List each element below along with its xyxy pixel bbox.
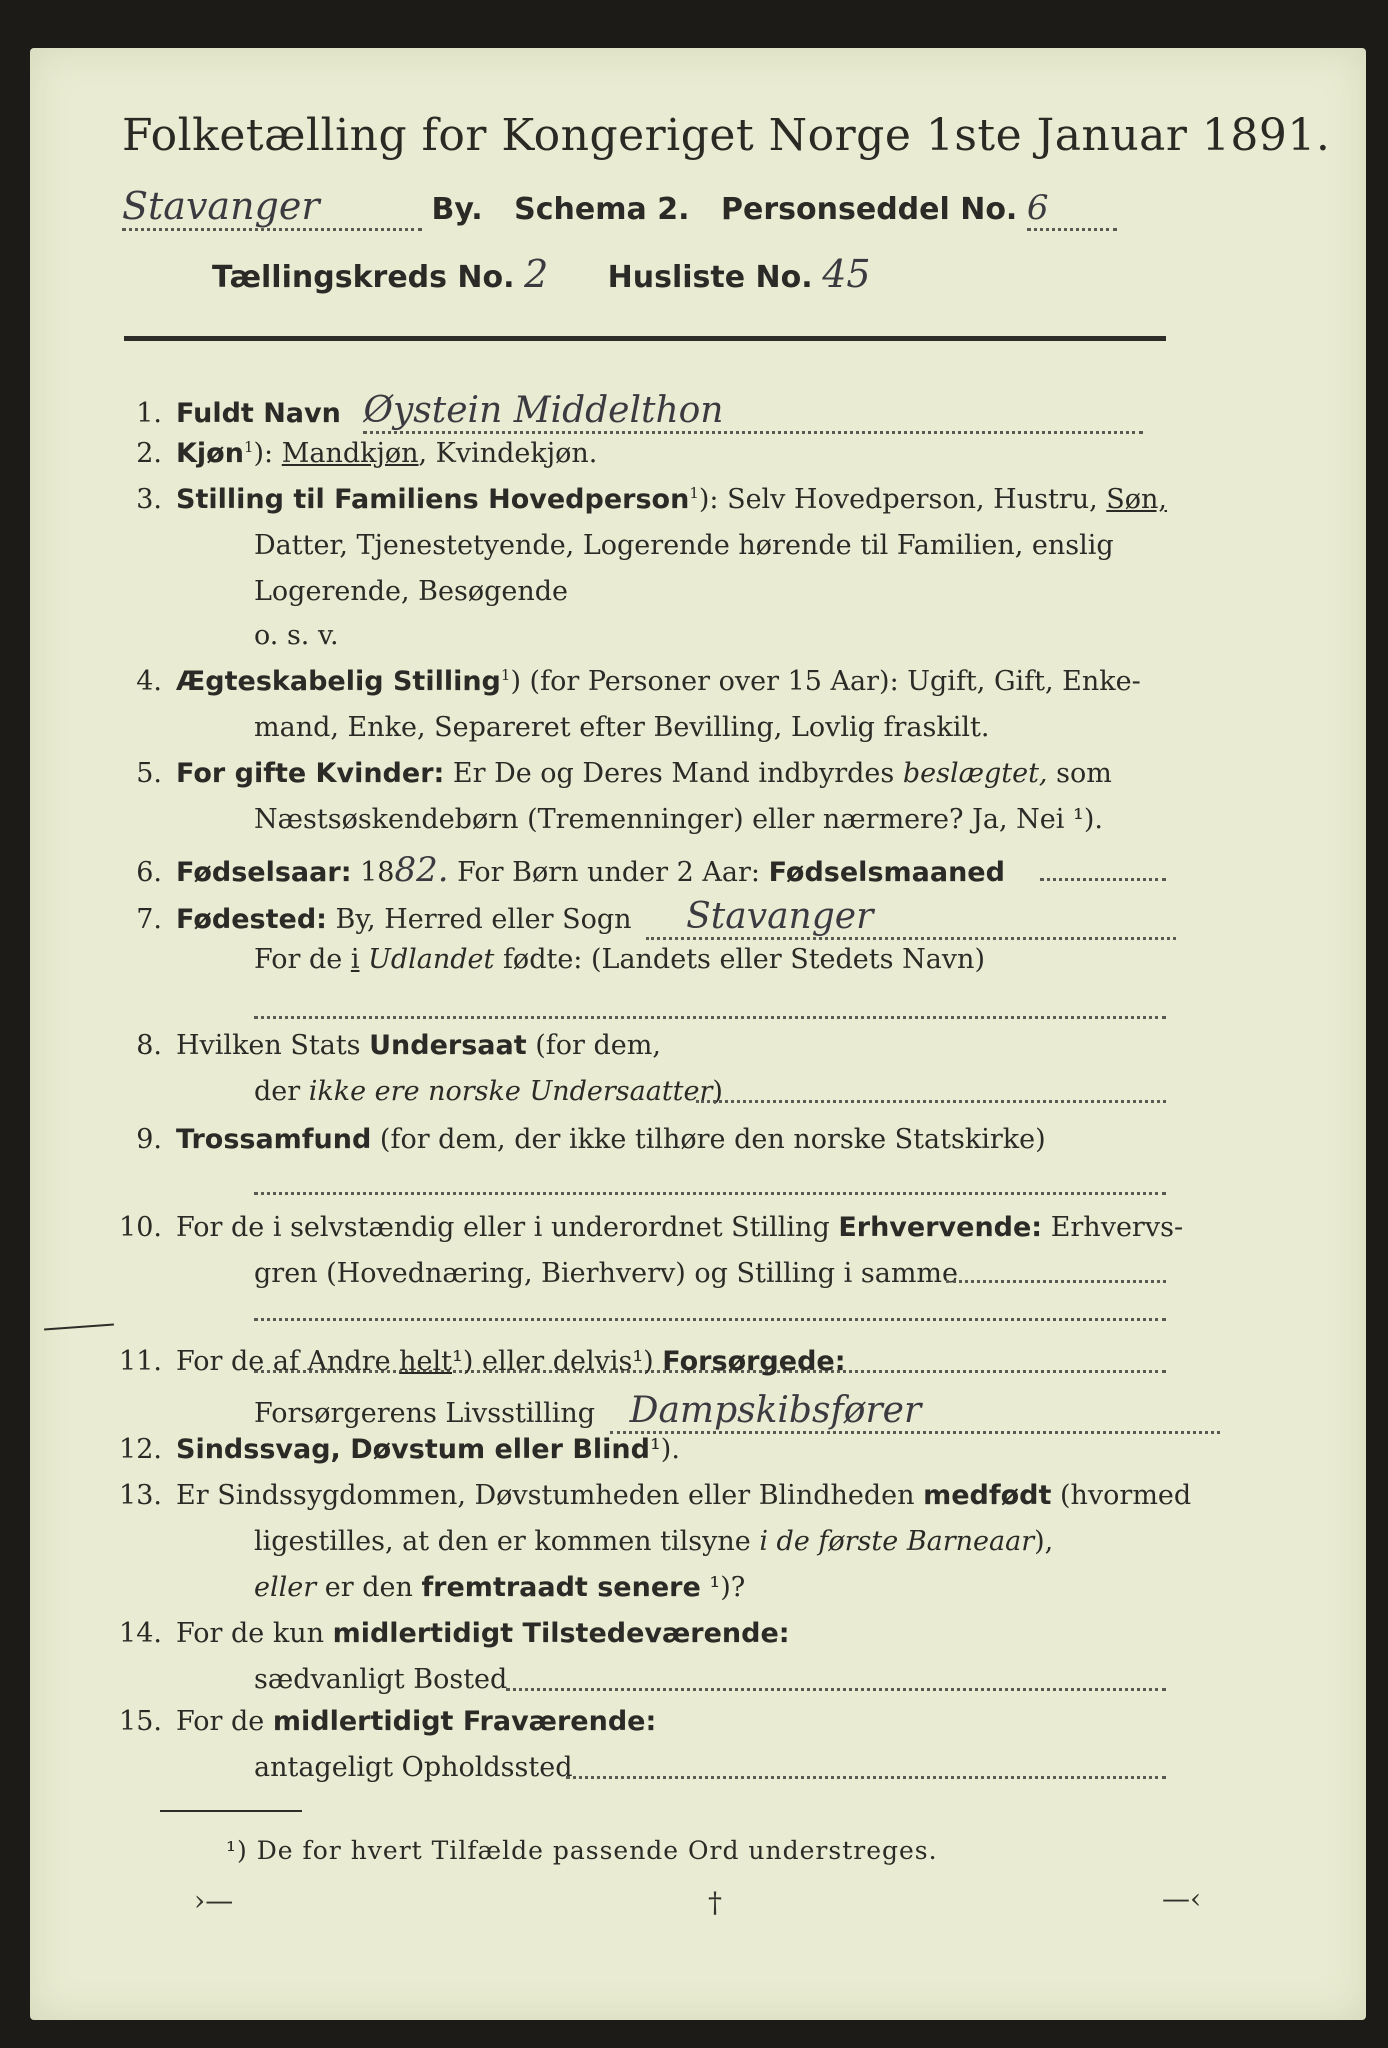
item-5-line-1 bbox=[92, 758, 1112, 789]
item-3-line-4: o. s. v. bbox=[254, 620, 339, 651]
religion-label: Trossamfund bbox=[176, 1124, 372, 1155]
city-handwritten: Stavanger bbox=[122, 184, 422, 231]
disability-line3-end: ¹)? bbox=[700, 1572, 746, 1603]
header-divider bbox=[124, 336, 1166, 341]
family-position-selected: Søn, bbox=[1106, 484, 1168, 515]
item-7-number: 7. bbox=[136, 904, 162, 935]
married-women-question-end: som bbox=[1047, 758, 1112, 789]
sex-option-male: Mandkjøn bbox=[281, 438, 419, 469]
husliste-number: 45 bbox=[822, 252, 871, 296]
religion-hint: (for dem, der ikke tilhøre den norske Statskirke) bbox=[371, 1124, 1046, 1155]
item-4-line-1 bbox=[92, 666, 1141, 697]
birth-year-value: 82. bbox=[394, 850, 449, 890]
usual-residence-field bbox=[506, 1688, 1166, 1691]
item-13-line-1 bbox=[92, 1480, 1191, 1511]
family-position-label: Stilling til Familiens Hovedperson bbox=[176, 484, 690, 515]
citizenship-hint: (for dem, bbox=[526, 1030, 661, 1061]
disability-label: Sindssvag, Døvstum eller Blind bbox=[176, 1434, 650, 1465]
item-9-number: 9. bbox=[136, 1124, 162, 1155]
sex-footnote-ref: 1 bbox=[243, 438, 254, 456]
item-12 bbox=[92, 1434, 680, 1465]
full-name-value: Øystein Middelthon bbox=[363, 390, 1143, 434]
item-14-number: 14. bbox=[119, 1618, 162, 1649]
item-11-line-1 bbox=[92, 1346, 846, 1377]
personseddel-label: Personseddel No. bbox=[721, 192, 1018, 227]
item-15-line-1 bbox=[92, 1706, 656, 1737]
item-6-number: 6. bbox=[136, 857, 162, 888]
birth-month-note: For Børn under 2 Aar: bbox=[448, 857, 769, 888]
item-2 bbox=[92, 438, 597, 469]
citizenship-line2-italic: ikke ere norske Undersaatter bbox=[308, 1076, 713, 1107]
item-13-line-2 bbox=[254, 1526, 1053, 1557]
form-title: Folketælling for Kongeriget Norge 1ste Januar 1891. bbox=[122, 110, 1331, 161]
abroad-i: i bbox=[350, 944, 360, 975]
item-15-line-2 bbox=[254, 1752, 573, 1783]
header-line-2 bbox=[212, 252, 912, 296]
item-11-number: 11. bbox=[119, 1346, 162, 1377]
footnote-text: ¹) De for hvert Tilfælde passende Ord understreges. bbox=[226, 1836, 938, 1865]
religion-field bbox=[254, 1192, 1166, 1195]
occupation-field-1 bbox=[946, 1280, 1166, 1283]
item-13-number: 13. bbox=[119, 1480, 162, 1511]
supported-fully: helt bbox=[399, 1346, 453, 1377]
item-11-line-2 bbox=[254, 1390, 1220, 1434]
temp-absent-label: midlertidigt Fraværende: bbox=[272, 1706, 657, 1737]
item-8-number: 8. bbox=[136, 1030, 162, 1061]
corner-mark-left: ›— bbox=[194, 1884, 234, 1917]
provider-occupation-label: Forsørgerens Livsstilling bbox=[254, 1398, 596, 1429]
marital-status-label: Ægteskabelig Stilling bbox=[176, 666, 501, 697]
item-13-line-3 bbox=[254, 1572, 745, 1603]
abroad-prefix: For de bbox=[254, 944, 351, 975]
birthplace-hint: By, Herred eller Sogn bbox=[326, 904, 632, 935]
item-8-line-1 bbox=[92, 1030, 661, 1061]
item-3-line-2: Datter, Tjenestetyende, Logerende hørende til Familien, enslig bbox=[254, 530, 1114, 561]
item-5-number: 5. bbox=[136, 758, 162, 789]
item-4-number: 4. bbox=[136, 666, 162, 697]
sex-label-rest: ): bbox=[253, 438, 282, 469]
citizenship-field bbox=[696, 1100, 1166, 1103]
occupation-field-2 bbox=[254, 1318, 1166, 1321]
personseddel-number: 6 bbox=[1027, 188, 1117, 231]
occupation-label: Erhvervende: bbox=[838, 1212, 1043, 1243]
family-position-options-1: ): Selv Hovedperson, Hustru, bbox=[698, 484, 1107, 515]
item-14-line-1 bbox=[92, 1618, 790, 1649]
disability-line2-end: ), bbox=[1034, 1526, 1054, 1557]
birthplace-value: Stavanger bbox=[646, 896, 1176, 940]
item-8-line-2 bbox=[254, 1076, 723, 1107]
citizenship-line2-end: ) bbox=[712, 1076, 723, 1107]
disability-line3-mid: er den bbox=[316, 1572, 422, 1603]
temp-present-label: midlertidigt Tilstedeværende: bbox=[332, 1618, 790, 1649]
item-5-line-2: Næstsøskendebørn (Tremenninger) eller nærmere? Ja, Nei ¹). bbox=[254, 804, 1103, 835]
abroad-hint: fødte: (Landets eller Stedets Navn) bbox=[494, 944, 985, 975]
birth-month-label: Fødselsmaaned bbox=[768, 857, 1005, 888]
item-7-line-1 bbox=[92, 896, 1176, 940]
family-position-footnote-ref: 1 bbox=[689, 484, 699, 502]
item-9 bbox=[92, 1124, 1046, 1155]
usual-residence-label: sædvanligt Bosted bbox=[254, 1664, 508, 1695]
appeared-later-label: fremtraadt senere bbox=[421, 1572, 701, 1603]
sex-option-female: , Kvindekjøn. bbox=[418, 438, 598, 469]
provider-occupation-value: Dampskibsfører bbox=[610, 1390, 1220, 1434]
item-7-line-2 bbox=[254, 944, 985, 975]
birth-year-prefix: 18 bbox=[351, 857, 395, 888]
married-women-label: For gifte Kvinder: bbox=[176, 758, 445, 789]
abroad-birthplace-field bbox=[254, 1016, 1166, 1019]
marital-footnote-ref: 1 bbox=[500, 666, 511, 684]
marital-options-1: ) (for Personer over 15 Aar): Ugift, Gift, Enke- bbox=[510, 666, 1141, 697]
full-name-label: Fuldt Navn bbox=[176, 398, 341, 429]
supported-label: Forsørgede: bbox=[662, 1346, 846, 1377]
corner-mark-right: —‹ bbox=[1162, 1882, 1202, 1915]
sex-label: Kjøn bbox=[176, 438, 244, 469]
schema-label: Schema 2. bbox=[514, 192, 690, 227]
item-12-number: 12. bbox=[119, 1434, 162, 1465]
citizenship-label: Undersaat bbox=[369, 1030, 527, 1061]
abroad-word: Udlandet bbox=[359, 944, 495, 975]
congenital-label: medfødt bbox=[923, 1480, 1052, 1511]
item-3-number: 3. bbox=[136, 484, 162, 515]
footnote-divider bbox=[160, 1810, 302, 1812]
item-1-number: 1. bbox=[136, 398, 162, 429]
supported-prefix: For de af Andre bbox=[176, 1346, 400, 1377]
kreds-number: 2 bbox=[524, 252, 549, 296]
item-6 bbox=[92, 850, 1005, 890]
birthplace-label: Fødested: bbox=[176, 904, 327, 935]
disability-footnote-ref: ¹). bbox=[649, 1434, 680, 1465]
disability-question-end: (hvormed bbox=[1051, 1480, 1192, 1511]
supported-mid: ¹) eller delvis¹) bbox=[452, 1346, 663, 1377]
citizenship-line2-prefix: der bbox=[254, 1076, 309, 1107]
disability-question-prefix: Er Sindssygdommen, Døvstumheden eller Blindheden bbox=[176, 1480, 924, 1511]
related-word: beslægtet, bbox=[902, 758, 1048, 789]
or-word: eller bbox=[254, 1572, 317, 1603]
occupation-hint: Erhvervs- bbox=[1042, 1212, 1184, 1243]
item-3-line-1 bbox=[92, 484, 1167, 515]
item-10-number: 10. bbox=[119, 1212, 162, 1243]
married-women-question: Er De og Deres Mand indbyrdes bbox=[444, 758, 903, 789]
item-10-line-2: gren (Hovednæring, Bierhverv) og Stilling i samme bbox=[254, 1258, 959, 1289]
citizenship-prefix: Hvilken Stats bbox=[176, 1030, 370, 1061]
item-14-line-2 bbox=[254, 1664, 507, 1695]
birth-month-field bbox=[1040, 878, 1166, 881]
disability-line2-prefix: ligestilles, at den er kommen tilsyne bbox=[254, 1526, 760, 1557]
item-15-number: 15. bbox=[119, 1706, 162, 1737]
item-1 bbox=[92, 390, 1143, 434]
item-3-line-3: Logerende, Besøgende bbox=[254, 576, 568, 607]
husliste-label: Husliste No. bbox=[607, 260, 813, 295]
temp-present-prefix: For de kun bbox=[176, 1618, 333, 1649]
occupation-prefix: For de i selvstændig eller i underordnet Stilling bbox=[176, 1212, 839, 1243]
header-line-1 bbox=[122, 184, 1117, 231]
center-mark: † bbox=[708, 1886, 722, 1919]
temp-absent-prefix: For de bbox=[176, 1706, 273, 1737]
kreds-label: Tællingskreds No. bbox=[212, 260, 515, 295]
first-childhood-years: i de første Barneaar bbox=[759, 1526, 1035, 1557]
item-2-number: 2. bbox=[136, 438, 162, 469]
probable-residence-field bbox=[566, 1776, 1166, 1779]
birth-year-label: Fødselsaar: bbox=[176, 857, 352, 888]
by-label: By. bbox=[431, 192, 483, 227]
probable-residence-label: antageligt Opholdssted bbox=[254, 1752, 573, 1783]
item-10-line-1 bbox=[92, 1212, 1183, 1243]
item-4-line-2: mand, Enke, Separeret efter Bevilling, Lovlig fraskilt. bbox=[254, 712, 990, 743]
